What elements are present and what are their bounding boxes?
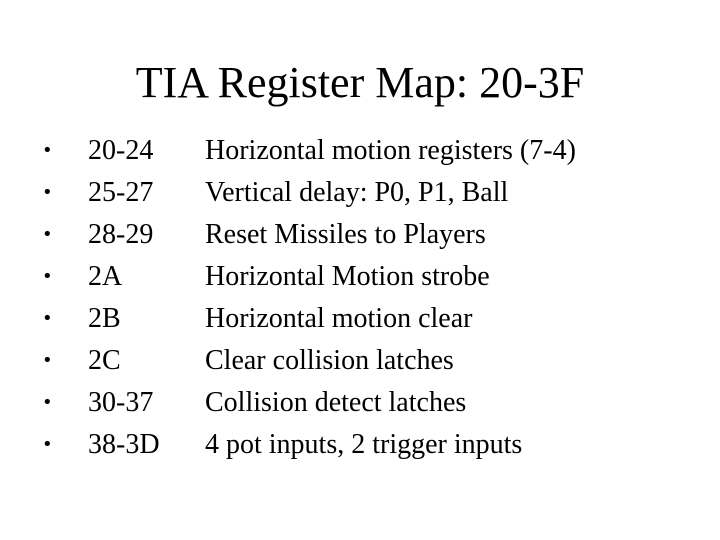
register-description: Horizontal motion registers (7-4): [205, 135, 576, 166]
bullet-icon: •: [42, 392, 53, 413]
register-address: 25-27: [88, 177, 154, 208]
register-description: Collision detect latches: [205, 387, 467, 418]
register-address: 30-37: [88, 387, 154, 418]
register-address: 2B: [88, 303, 121, 334]
bullet-icon: •: [42, 350, 53, 371]
register-address: 2C: [88, 345, 121, 376]
register-description: Horizontal motion clear: [205, 303, 473, 334]
bullet-icon: •: [42, 308, 53, 329]
register-address: 28-29: [88, 219, 154, 250]
bullet-icon: •: [42, 182, 53, 203]
register-description: 4 pot inputs, 2 trigger inputs: [205, 429, 523, 460]
bullet-icon: •: [42, 140, 53, 161]
register-description: Clear collision latches: [205, 345, 454, 376]
register-description: Reset Missiles to Players: [205, 219, 486, 250]
bullet-icon: •: [42, 266, 53, 287]
bullet-icon: •: [42, 224, 53, 245]
register-address: 2A: [88, 261, 123, 292]
register-address: 38-3D: [88, 429, 160, 460]
slide-title: TIA Register Map: 20-3F: [135, 58, 585, 107]
register-description: Horizontal Motion strobe: [205, 261, 490, 292]
bullet-icon: •: [42, 434, 53, 455]
register-address: 20-24: [88, 135, 154, 166]
register-description: Vertical delay: P0, P1, Ball: [205, 177, 509, 208]
